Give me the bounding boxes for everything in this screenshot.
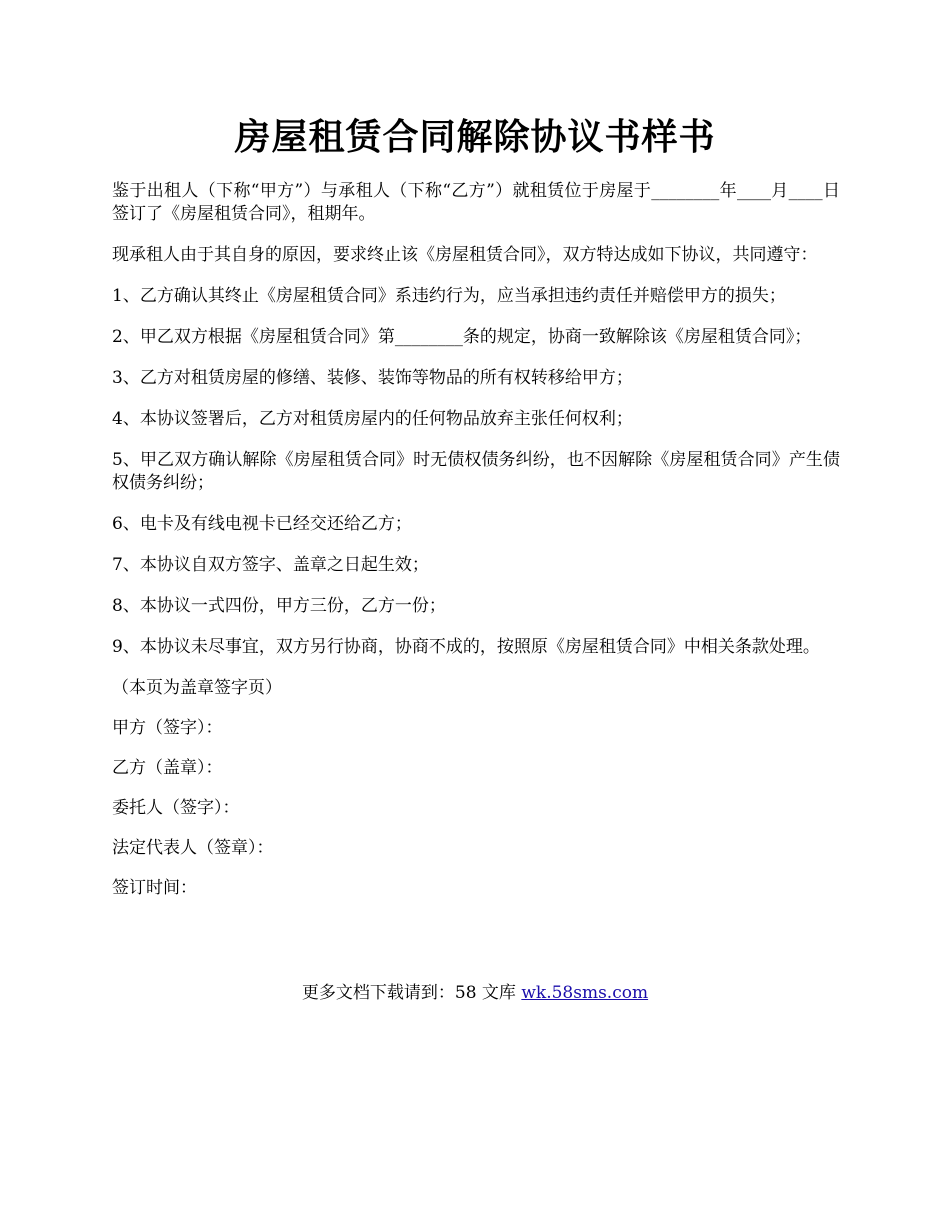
legal-representative-line: 法定代表人（签章）： [112, 838, 274, 858]
clause-6: 6、电卡及有线电视卡已经交还给乙方； [112, 514, 412, 534]
signature-page-note: （本页为盖章签字页） [112, 678, 282, 698]
footer-link[interactable]: wk.58sms.com [521, 983, 649, 1003]
paragraph-intro: 现承租人由于其自身的原因，要求终止该《房屋租赁合同》，双方特达成如下协议，共同遵守： [112, 245, 818, 265]
signing-date-line: 签订时间： [112, 878, 197, 898]
clause-7: 7、本协议自双方签字、盖章之日起生效； [112, 555, 429, 575]
agent-signature-line: 委托人（签字）： [112, 798, 240, 818]
footer [0, 982, 950, 1005]
footer-text: 更多文档下载请到：58 文库 [301, 983, 522, 1003]
clause-4: 4、本协议签署后，乙方对租赁房屋内的任何物品放弃主张任何权利； [112, 409, 633, 429]
paragraph-preamble: 鉴于出租人（下称“甲方”）与承租人（下称“乙方”）就租赁位于房屋于________年____月____日签订了《房屋租赁合同》，租期年。 [112, 181, 840, 224]
clause-2: 2、甲乙双方根据《房屋租赁合同》第________条的规定，协商一致解除该《房屋租赁合同》； [112, 327, 812, 347]
clause-9: 9、本协议未尽事宜，双方另行协商，协商不成的，按照原《房屋租赁合同》中相关条款处理。 [112, 637, 820, 657]
clause-3: 3、乙方对租赁房屋的修缮、装修、装饰等物品的所有权转移给甲方； [112, 368, 633, 388]
document-body [112, 180, 840, 917]
clause-8: 8、本协议一式四份，甲方三份，乙方一份； [112, 596, 446, 616]
document-title: 房屋租赁合同解除协议书样书 [234, 116, 716, 158]
party-b-seal-line: 乙方（盖章）： [112, 758, 223, 778]
party-a-signature-line: 甲方（签字）： [112, 718, 223, 738]
clause-1: 1、乙方确认其终止《房屋租赁合同》系违约行为，应当承担违约责任并赔偿甲方的损失； [112, 286, 786, 306]
clause-5: 5、甲乙双方确认解除《房屋租赁合同》时无债权债务纠纷，也不因解除《房屋租赁合同》产生债权债务纠纷； [112, 450, 840, 493]
